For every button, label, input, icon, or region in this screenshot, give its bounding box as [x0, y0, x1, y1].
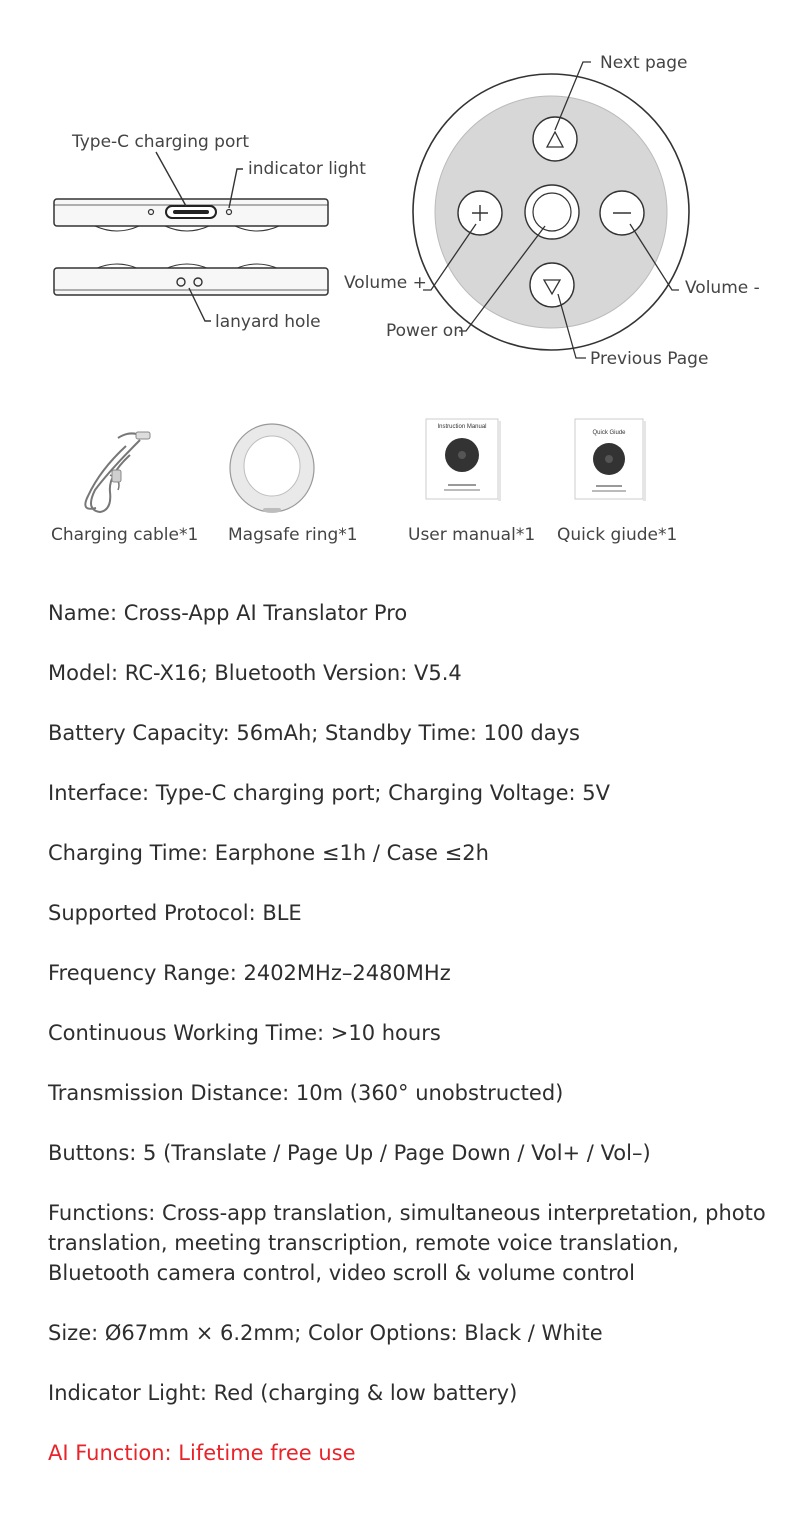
- spec-ai-function: AI Function: Lifetime free use: [48, 1441, 356, 1465]
- product-diagram: [0, 0, 800, 560]
- spec-protocol: Supported Protocol: BLE: [48, 901, 302, 925]
- spec-battery: Battery Capacity: 56mAh; Standby Time: 100 days: [48, 721, 580, 745]
- spec-indicator: Indicator Light: Red (charging & low battery): [48, 1381, 518, 1405]
- spec-model: Model: RC-X16; Bluetooth Version: V5.4: [48, 661, 462, 685]
- indicator-light-label: indicator light: [248, 159, 366, 179]
- guide-doc-title: Quick Giude: [592, 430, 626, 436]
- volume-plus-label: Volume +: [344, 273, 427, 293]
- remote-front-view: [413, 74, 689, 350]
- ring-icon: [230, 424, 314, 512]
- spec-distance: Transmission Distance: 10m (360° unobstructed): [48, 1081, 564, 1105]
- power-on-label: Power on: [386, 321, 464, 341]
- spec-frequency: Frequency Range: 2402MHz–2480MHz: [48, 961, 451, 985]
- accessory-label-cable: Charging cable*1: [51, 525, 199, 545]
- spec-buttons: Buttons: 5 (Translate / Page Up / Page Down / Vol+ / Vol–): [48, 1141, 651, 1165]
- lanyard-hole-label: lanyard hole: [215, 312, 321, 332]
- spec-name: Name: Cross-App AI Translator Pro: [48, 601, 408, 625]
- type-c-port-label: Type-C charging port: [72, 132, 250, 152]
- manual-doc-title: Instruction Manual: [437, 424, 487, 430]
- spec-size: Size: Ø67mm × 6.2mm; Color Options: Black / White: [48, 1321, 603, 1345]
- spec-interface: Interface: Type-C charging port; Charging Voltage: 5V: [48, 781, 611, 805]
- accessory-label-ring: Magsafe ring*1: [228, 525, 358, 545]
- spec-working-time: Continuous Working Time: >10 hours: [48, 1021, 441, 1045]
- accessory-label-guide: Quick giude*1: [557, 525, 678, 545]
- accessory-label-manual: User manual*1: [408, 525, 536, 545]
- previous-page-label: Previous Page: [590, 349, 709, 369]
- device-side-view-bottom: [54, 264, 328, 295]
- manual-icon: [426, 419, 501, 501]
- spec-functions: Functions: Cross-app translation, simultaneous interpretation, photo translation, meeting transcription, remote voice translation, Bluetooth camera control, video scroll & volume control: [48, 1201, 766, 1285]
- cable-icon: [85, 432, 150, 512]
- volume-minus-label: Volume -: [685, 278, 760, 298]
- spec-charging-time: Charging Time: Earphone ≤1h / Case ≤2h: [48, 841, 489, 865]
- next-page-label: Next page: [600, 53, 688, 73]
- guide-icon: [575, 419, 646, 501]
